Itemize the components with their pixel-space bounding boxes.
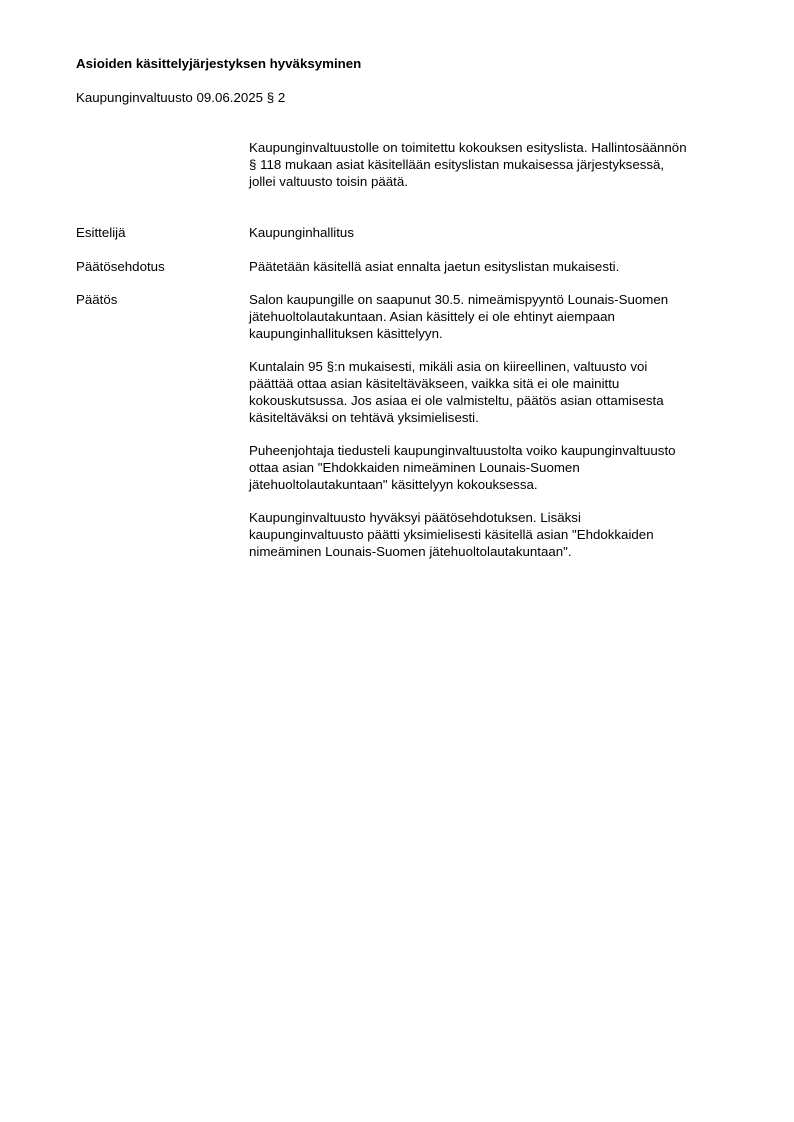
decision-line: Kaupunginvaltuusto hyväksyi päätösehdotuksen. Lisäksi xyxy=(249,510,581,526)
decision-paragraph xyxy=(249,359,741,426)
decision-line: Puheenjohtaja tiedusteli kaupunginvaltuustolta voiko kaupunginvaltuusto xyxy=(249,443,676,459)
decision-line: Kuntalain 95 §:n mukaisesti, mikäli asia on kiireellinen, valtuusto voi xyxy=(249,359,648,375)
presenter-label: Esittelijä xyxy=(76,225,126,240)
proposal-label: Päätösehdotus xyxy=(76,259,165,274)
decision-line: jätehuoltolautakuntaan. Asian käsittely ei ole ehtinyt aiempaan xyxy=(249,308,615,324)
decision-paragraph xyxy=(249,443,741,493)
decision-line: ottaa asian "Ehdokkaiden nimeäminen Lounais-Suomen xyxy=(249,459,580,475)
intro-line: Kaupunginvaltuustolle on toimitettu kokouksen esityslista. Hallintosäännön xyxy=(249,140,687,155)
decision-paragraph xyxy=(249,510,741,560)
intro-line: § 118 mukaan asiat käsitellään esityslistan mukaisessa järjestyksessä, xyxy=(249,156,665,172)
intro-paragraph xyxy=(249,140,741,190)
decision-line: Salon kaupungille on saapunut 30.5. nimeämispyyntö Lounais-Suomen xyxy=(249,292,669,307)
document-title: Asioiden käsittelyjärjestyksen hyväksyminen xyxy=(76,56,362,71)
decision-body xyxy=(249,292,741,561)
decision-label: Päätös xyxy=(76,292,118,307)
decision-line: kaupunginhallituksen käsittelyyn. xyxy=(249,325,443,341)
proposal-value: Päätetään käsitellä asiat ennalta jaetun esityslistan mukaisesti. xyxy=(249,259,620,274)
decision-line: jätehuoltolautakuntaan" käsittelyyn kokouksessa. xyxy=(249,476,538,492)
presenter-value: Kaupunginhallitus xyxy=(249,225,354,240)
decision-line: käsiteltäväksi on tehtävä yksimielisesti. xyxy=(249,409,479,425)
meeting-reference: Kaupunginvaltuusto 09.06.2025 § 2 xyxy=(76,90,286,105)
decision-line: päättää ottaa asian käsiteltäväkseen, vaikka sitä ei ole mainittu xyxy=(249,375,620,391)
decision-line: kaupunginvaltuusto päätti yksimielisesti käsitellä asian "Ehdokkaiden xyxy=(249,527,654,543)
decision-line: kokouskutsussa. Jos asiaa ei ole valmisteltu, päätös asian ottamisesta xyxy=(249,392,664,408)
decision-paragraph xyxy=(249,292,741,342)
decision-line: nimeäminen Lounais-Suomen jätehuoltolautakuntaan". xyxy=(249,543,572,559)
intro-line: jollei valtuusto toisin päätä. xyxy=(249,173,408,189)
